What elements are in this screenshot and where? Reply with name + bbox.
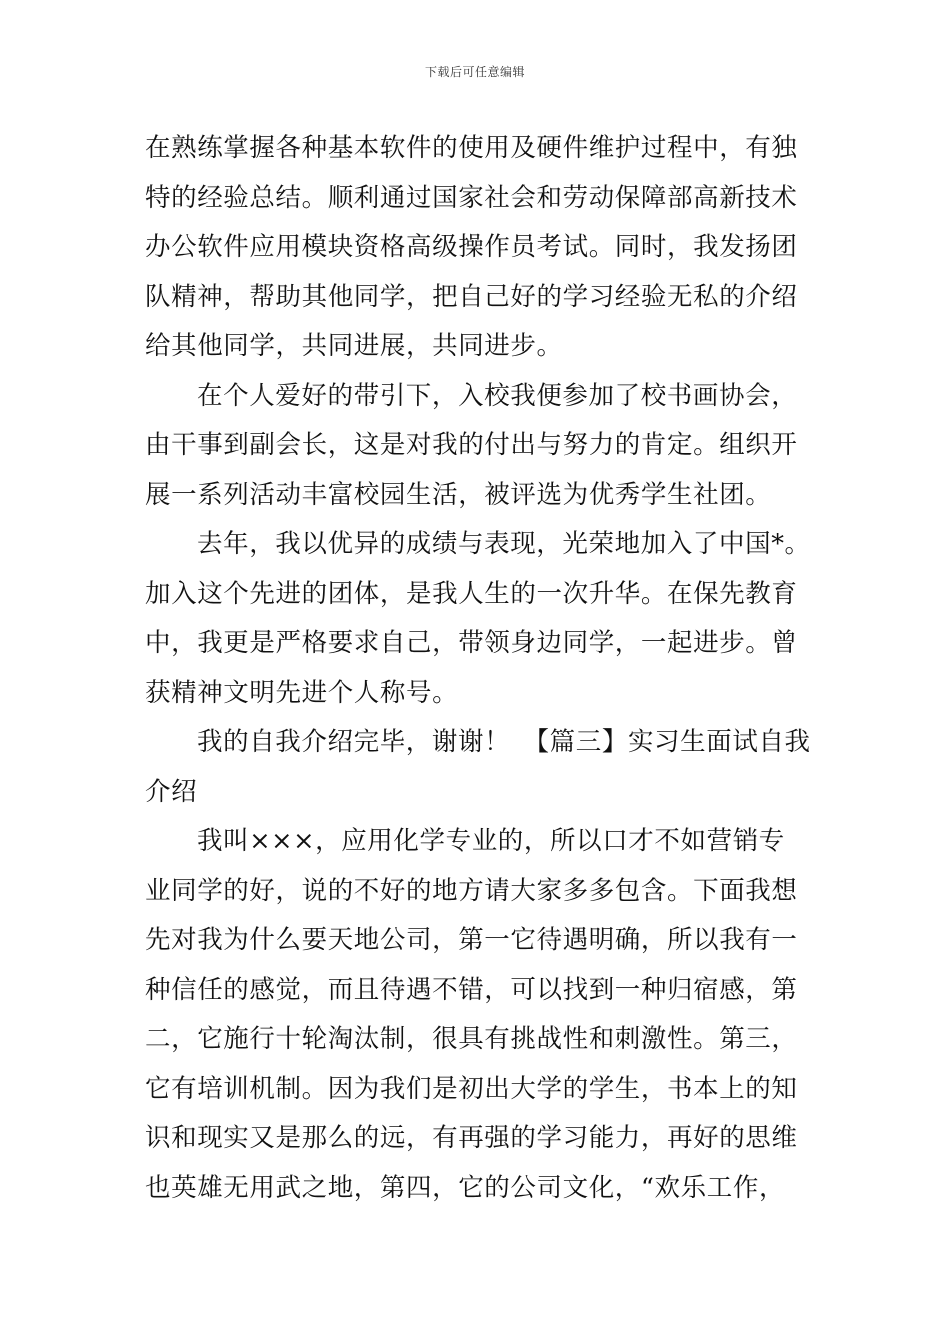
- text-line: 特的经验总结。顺利通过国家社会和劳动保障部高新技术: [145, 182, 798, 213]
- page-header: 下载后可任意编辑: [424, 65, 525, 79]
- text-line: 我叫×××，应用化学专业的，所以口才不如营销专: [197, 826, 785, 856]
- text-line: 在个人爱好的带引下，入校我便参加了校书画协会，: [197, 380, 798, 411]
- text-line: 办公软件应用模块资格高级操作员考试。同时，我发扬团: [145, 232, 798, 262]
- text-line: 给其他同学，共同进展，共同进步。: [145, 331, 563, 361]
- text-line: 获精神文明先进个人称号。: [145, 677, 459, 708]
- text-line: 加入这个先进的团体，是我人生的一次升华。在保先教育: [145, 578, 798, 609]
- text-line: 去年，我以优异的成绩与表现，光荣地加入了中国*。: [197, 529, 811, 559]
- text-line: 中，我更是严格要求自己，带领身边同学，一起进步。曾: [145, 628, 798, 658]
- text-line: 由干事到副会长，这是对我的付出与努力的肯定。组织开: [145, 430, 798, 460]
- text-line: 先对我为什么要天地公司，第一它待遇明确，所以我有一: [145, 925, 798, 955]
- text-line: 业同学的好，说的不好的地方请大家多多包含。下面我想: [145, 875, 798, 906]
- text-line: 介绍: [145, 776, 198, 807]
- text-line: 在熟练掌握各种基本软件的使用及硬件维护过程中，有独: [145, 133, 798, 163]
- body-text: [145, 124, 810, 1213]
- text-line: 我的自我介绍完毕，谢谢！ 【篇三】实习生面试自我: [197, 727, 811, 757]
- text-line: 它有培训机制。因为我们是初出大学的学生，书本上的知: [145, 1073, 798, 1104]
- text-line: 也英雄无用武之地，第四，它的公司文化，“欢乐工作，: [145, 1172, 786, 1203]
- text-line: 展一系列活动丰富校园生活，被评选为优秀学生社团。: [145, 479, 772, 510]
- text-line: 队精神，帮助其他同学，把自己好的学习经验无私的介绍: [145, 281, 798, 312]
- text-line: 二，它施行十轮淘汰制，很具有挑战性和刺激性。第三，: [145, 1024, 798, 1054]
- text-line: 种信任的感觉，而且待遇不错，可以找到一种归宿感，第: [145, 974, 798, 1005]
- text-line: 识和现实又是那么的远，有再强的学习能力，再好的思维: [145, 1123, 798, 1153]
